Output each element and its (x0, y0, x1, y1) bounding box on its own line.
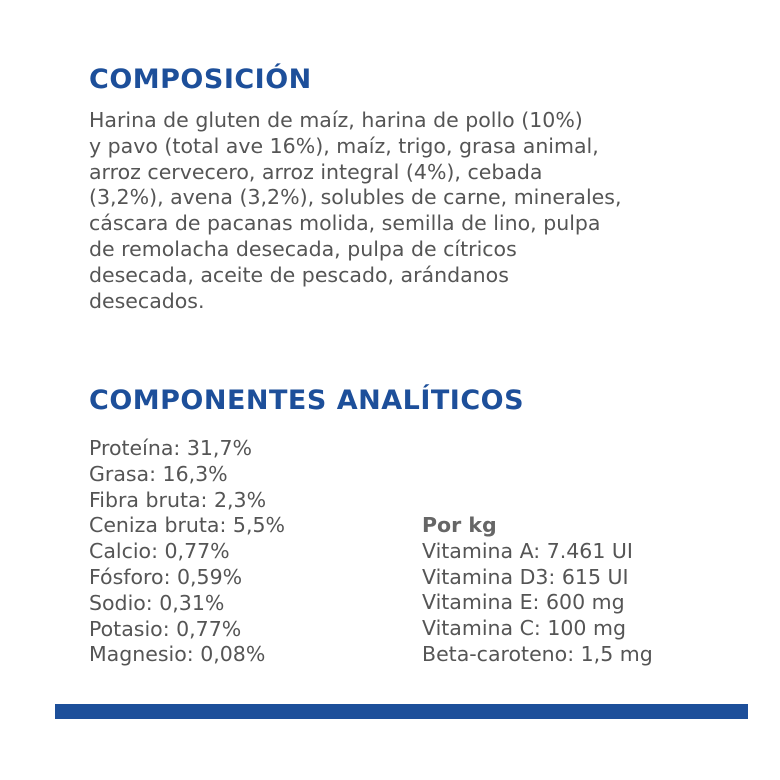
composition-line: de remolacha desecada, pulpa de cítricos (89, 236, 517, 261)
composition-line: desecados. (89, 288, 205, 313)
analytical-item: Fósforo: 0,59% (89, 564, 243, 589)
bottom-divider-bar (55, 704, 748, 719)
composition-line: arroz cervecero, arroz integral (4%), cebada (89, 159, 543, 184)
composition-line: (3,2%), avena (3,2%), solubles de carne, minerales, (89, 185, 622, 210)
analytical-item: Fibra bruta: 2,3% (89, 487, 267, 512)
vitamin-item: Vitamina A: 7.461 UI (422, 538, 633, 563)
composition-line: Harina de gluten de maíz, harina de pollo (10%) (89, 108, 583, 132)
composition-line: cáscara de pacanas molida, semilla de lino, pulpa (89, 211, 601, 236)
composition-line: desecada, aceite de pescado, arándanos (89, 262, 509, 287)
composition-heading: COMPOSICIÓN (89, 64, 312, 95)
analytical-item: Magnesio: 0,08% (89, 642, 266, 667)
vitamin-item: Vitamina C: 100 mg (422, 616, 626, 641)
analytical-components-list (89, 436, 285, 668)
analytical-item: Sodio: 0,31% (89, 590, 225, 615)
analytical-components-heading: COMPONENTES ANALÍTICOS (89, 385, 525, 416)
vitamin-item: Vitamina E: 600 mg (422, 590, 625, 615)
composition-text (89, 108, 739, 314)
vitamin-item: Vitamina D3: 615 UI (422, 564, 629, 589)
vitamins-header: Por kg (422, 513, 497, 537)
analytical-item: Potasio: 0,77% (89, 616, 242, 641)
analytical-item: Calcio: 0,77% (89, 539, 230, 564)
composition-line: y pavo (total ave 16%), maíz, trigo, grasa animal, (89, 133, 599, 158)
analytical-item: Ceniza bruta: 5,5% (89, 513, 285, 538)
analytical-item: Proteína: 31,7% (89, 436, 252, 460)
analytical-item: Grasa: 16,3% (89, 461, 228, 486)
vitamin-item: Beta-caroteno: 1,5 mg (422, 641, 653, 666)
vitamins-list (422, 513, 653, 668)
